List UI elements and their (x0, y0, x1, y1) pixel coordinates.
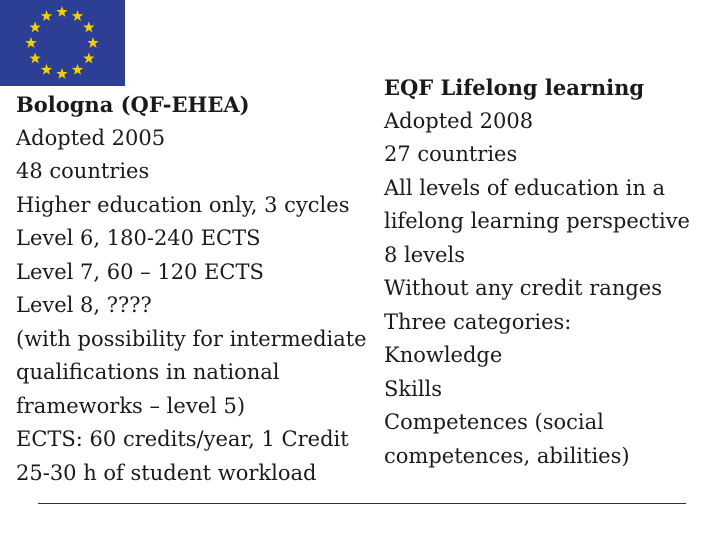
bologna-heading: Bologna (QF-EHEA) (16, 92, 250, 117)
eqf-line: Competences (social (384, 410, 604, 434)
eqf-line: Adopted 2008 (384, 108, 534, 133)
eqf-heading: EQF Lifelong learning (384, 75, 645, 100)
bottom-divider (38, 503, 686, 504)
bologna-line: frameworks – level 5) (16, 393, 246, 418)
bologna-line: 48 countries (16, 159, 150, 183)
flag-star-icon (56, 68, 67, 79)
eqf-line: Skills (384, 376, 443, 401)
flag-star-icon (41, 64, 52, 75)
eqf-line: lifelong learning perspective (384, 209, 690, 233)
flag-star-icon (87, 37, 98, 48)
flag-star-icon (83, 53, 94, 64)
bologna-line: Adopted 2005 (16, 125, 166, 150)
bologna-line: Level 7, 60 – 120 ECTS (16, 259, 264, 284)
bologna-line: Level 8, ???? (16, 293, 152, 317)
flag-star-icon (72, 10, 83, 21)
eqf-line: All levels of education in a (384, 175, 666, 200)
flag-star-icon (41, 10, 52, 21)
bologna-line: Level 6, 180-240 ECTS (16, 226, 261, 250)
bologna-line: 25-30 h of student workload (16, 460, 317, 485)
eqf-line: Without any credit ranges (384, 276, 662, 300)
eqf-line: 27 countries (384, 142, 518, 166)
bologna-column (16, 88, 367, 490)
bologna-line: Higher education only, 3 cycles (16, 192, 350, 217)
flag-star-icon (56, 6, 67, 17)
bologna-line: ECTS: 60 credits/year, 1 Credit (16, 427, 349, 451)
eu-flag-icon (0, 0, 125, 86)
flag-star-icon (29, 53, 40, 64)
bologna-line: qualifications in national (16, 360, 280, 384)
eqf-line: Three categories: (384, 309, 572, 334)
eqf-line: 8 levels (384, 242, 465, 267)
flag-star-icon (29, 22, 40, 33)
eqf-line: Knowledge (384, 343, 503, 367)
flag-star-icon (83, 22, 94, 33)
eqf-line: competences, abilities) (384, 443, 630, 468)
eqf-column (384, 71, 690, 473)
eu-flag-stars (0, 0, 125, 86)
bologna-line: (with possibility for intermediate (16, 326, 367, 351)
flag-star-icon (25, 37, 36, 48)
flag-star-icon (72, 64, 83, 75)
